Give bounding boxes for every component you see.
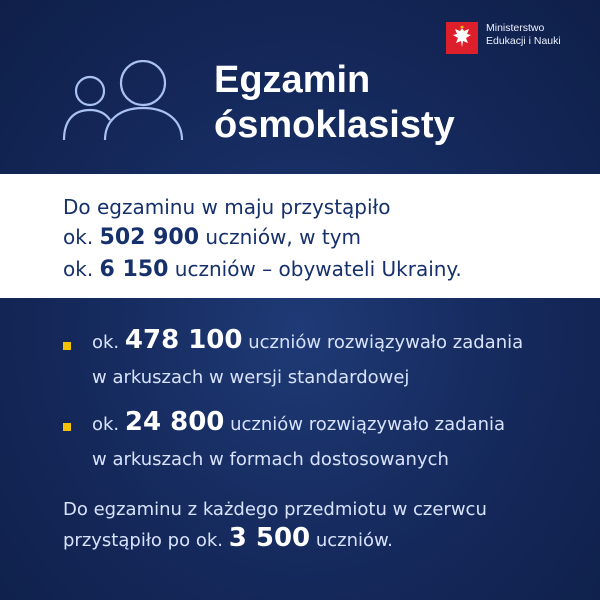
summary-line3 <box>63 254 462 285</box>
summary-line3-suffix: uczniów – obywateli Ukrainy. <box>168 257 462 281</box>
bullet-2-suffix: uczniów rozwiązywało zadania <box>224 414 506 435</box>
summary-line3-prefix: ok. <box>63 257 100 281</box>
bullet-2-prefix: ok. <box>92 414 125 435</box>
footer-line1: Do egzaminu z każdego przedmiotu w czerwcu <box>63 499 487 520</box>
summary-line2 <box>63 222 361 253</box>
footer-line2 <box>63 524 393 555</box>
page-title <box>214 58 455 148</box>
summary-panel <box>0 174 600 298</box>
bullet-marker <box>63 342 71 350</box>
bullet-1-line1 <box>92 326 523 357</box>
ukrainian-students-number: 6 150 <box>99 257 169 282</box>
summary-line1: Do egzaminu w maju przystąpiło <box>63 195 391 219</box>
ministry-name-line1: Ministerstwo <box>486 22 545 34</box>
ministry-logo <box>446 22 561 54</box>
summary-line2-suffix: uczniów, w tym <box>199 225 362 249</box>
title-line1: Egzamin <box>214 59 371 101</box>
ministry-name <box>486 22 561 48</box>
title-line2: ósmoklasisty <box>214 104 455 146</box>
per-subject-students-number: 3 500 <box>228 523 311 553</box>
bullet-1-suffix: uczniów rozwiązywało zadania <box>242 332 524 353</box>
footer-line2-suffix: uczniów. <box>310 530 393 551</box>
footer-line2-prefix: przystąpiło po ok. <box>63 530 229 551</box>
standard-sheet-students-number: 478 100 <box>124 325 243 355</box>
summary-line2-prefix: ok. <box>63 225 100 249</box>
bullet-2-line2: w arkuszach w formach dostosowanych <box>92 449 449 470</box>
bullet-1-prefix: ok. <box>92 332 125 353</box>
eagle-emblem-icon <box>446 22 478 54</box>
adapted-sheet-students-number: 24 800 <box>124 407 225 437</box>
bullet-marker <box>63 423 71 431</box>
total-students-number: 502 900 <box>99 225 200 250</box>
bullet-1-line2: w arkuszach w wersji standardowej <box>92 367 410 388</box>
ministry-name-line2: Edukacji i Nauki <box>486 35 561 47</box>
bullet-2-line1 <box>92 408 505 439</box>
students-icon <box>62 60 192 148</box>
